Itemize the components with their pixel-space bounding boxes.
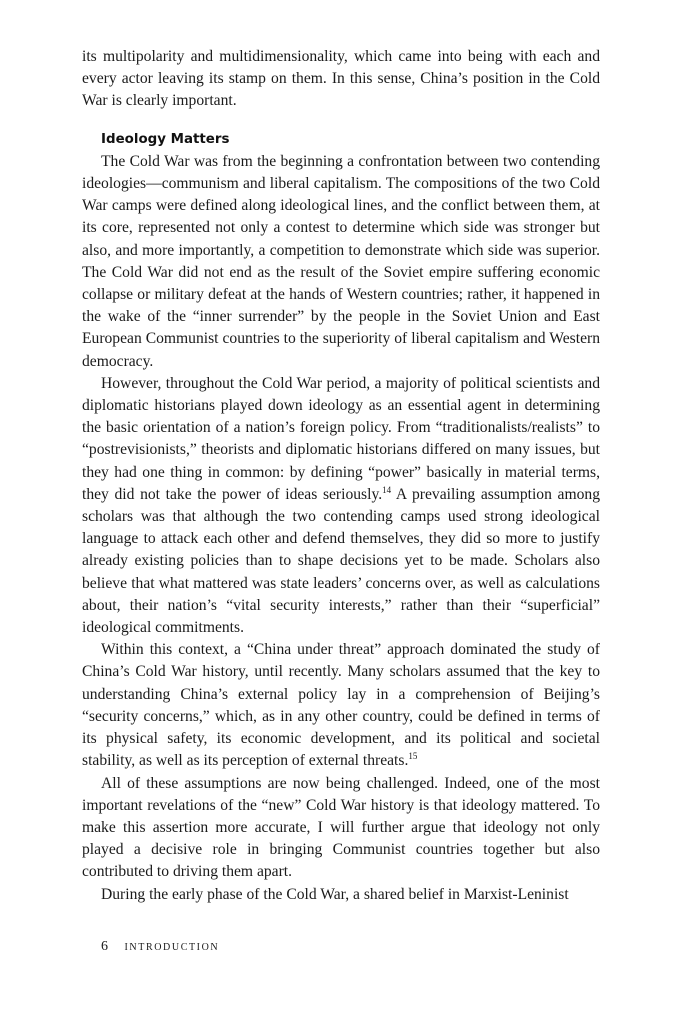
footnote-ref-14[interactable]: 14 bbox=[382, 484, 392, 495]
footnote-ref-15[interactable]: 15 bbox=[408, 751, 418, 762]
page-footer bbox=[101, 939, 219, 955]
page-body bbox=[82, 46, 600, 906]
paragraph-text: A prevailing assumption among scholars was that although the two contending camps used strong ideological language to attack each other and defend themselves, they did so more to justify already existing policies than to shape decisions yet to be made. Scholars also believe that what mattered was state leaders’ concerns over, as well as calculations about, their nation’s “vital security interests,” rather than their “superficial” ideological commitments. bbox=[82, 485, 600, 637]
paragraph-continuation: its multipolarity and multidimensionality, which came into being with each and every actor leaving its stamp on them. In this sense, China’s position in the Cold War is clearly important. bbox=[82, 48, 600, 110]
paragraph-early-phase: During the early phase of the Cold War, a shared belief in Marxist-Leninist bbox=[101, 885, 569, 903]
paragraph-china-under-threat bbox=[82, 639, 600, 772]
paragraph-assumptions-challenged: All of these assumptions are now being challenged. Indeed, one of the most important revelations of the “new” Cold War history is that ideology mattered. To make this assertion more accurate, I will further argue that ideology not only played a decisive role in bringing Communist countries together but also contributed to driving them apart. bbox=[82, 774, 600, 881]
paragraph-text: Within this context, a “China under threat” approach dominated the study of China’s Cold War history, until recently. Many scholars assumed that the key to understanding China’s external policy lay in a comprehension of Beijing’s “security concerns,” which, as in any other country, could be defined in terms of its physical safety, its economic development, and its political and societal stability, as well as its perception of external threats. bbox=[82, 641, 600, 770]
page-number: 6 bbox=[101, 939, 109, 954]
paragraph-text: However, throughout the Cold War period, a majority of political scientists and diplomatic historians played down ideology as an essential agent in determining the basic orientation of a nation’s foreign policy. From “traditionalists/realists” to “postrevisionists,” theorists and diplomatic historians differed on many issues, but they had one thing in common: by defining “power” basically in material terms, they did not take the power of ideas seriously. bbox=[82, 374, 600, 503]
running-head: introduction bbox=[124, 939, 220, 954]
section-heading: Ideology Matters bbox=[101, 131, 230, 147]
paragraph-ideology-intro: The Cold War was from the beginning a confrontation between two contending ideologies—communism and liberal capitalism. The compositions of the two Cold War camps were defined along ideological lines, and the conflict between them, at its core, represented not only a contest to determine which side was stronger but also, and more importantly, a competition to demonstrate which side was superior. The Cold War did not end as the result of the Soviet empire suffering economic collapse or military defeat at the hands of Western countries; rather, it happened in the wake of the “inner surrender” by the people in the Soviet Union and East European Communist countries to the superiority of liberal capitalism and Western democracy. bbox=[82, 152, 600, 370]
paragraph-scholars-view bbox=[82, 373, 600, 639]
